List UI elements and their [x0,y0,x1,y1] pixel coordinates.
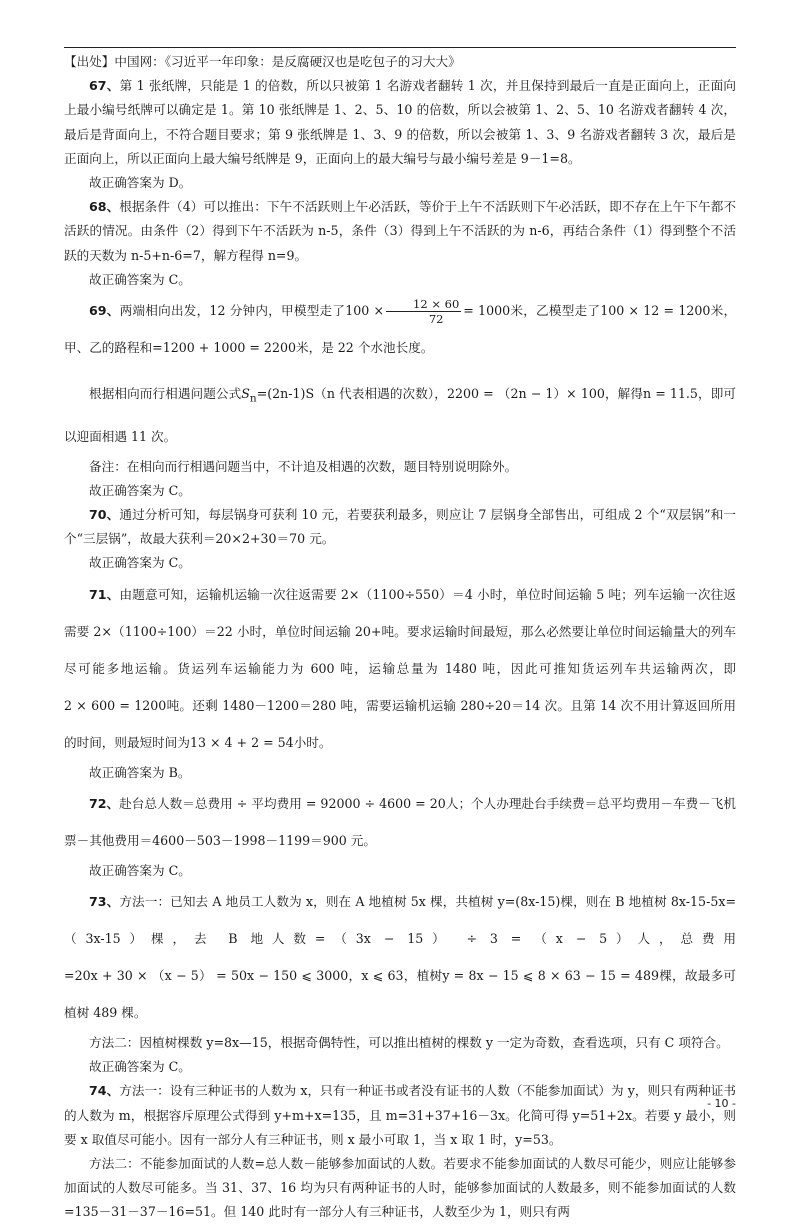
answer-67: 故正确答案为 D。 [89,175,192,191]
question-number: 74、 [89,1083,120,1099]
page-number: - 10 - [707,1097,736,1110]
question-71: 71、由题意可知，运输机运输一次往返需要 2×（1100÷550）＝4 小时，单位时间运输 5 吨；列车运输一次往返需要 2×（1100÷100）＝22 小时，单位时间运输 20+吨。要求运输时间最短，那么必然要让单位时间运输量大的列车尽可能多地运输。货运列车运输能力为 600 吨，运输总量为 1480 吨，因此可推知货运列车共运输两次，即2 × 600 = 1200吨。还剩 1480－1200＝280 吨，需要运输机运输 280÷20＝14 次。且第 14 次不用计算返回所用的时间，则最短时间为13 × 4 + 2 = 54小时。 [64,586,736,750]
question-72: 72、赴台总人数＝总费用 ÷ 平均费用 = 92000 ÷ 4600 = 20人；个人办理赴台手续费＝总平均费用－车费－飞机票－其他费用＝4600－503－1998－1199＝900 元。 [64,795,737,848]
question-number: 71、 [89,586,120,602]
formula-total-distance: 1200 + 1000 = 2200 [162,340,296,356]
question-68 [64,195,736,268]
question-69: 69、两端相向出发，12 分钟内，甲模型走了100 × $\frac{12 \times 60}{72}$ = 1000米，乙模型走了100 × 12 = 1200米，甲、乙的路程和=1200 + 1000 = 2200米，是 22 个水池长度。 [64,297,737,356]
formula-yi-distance: 100 × 12 = 1200 [600,303,711,319]
formula-min-time: 13 × 4 + 2 = 54 [189,734,294,750]
question-number: 70、 [89,506,120,522]
formula-train-load: 2 × 600 = 1200 [64,697,167,713]
question-number: 68、 [89,199,120,215]
formula-b-headcount: （3x − 15） ÷ 3 = （x − 5） [325,930,638,946]
question-text: 第 1 张纸牌，只能是 1 的倍数，所以只被第 1 名游戏者翻转 1 次，并且保持到最后一直是正面向上，正面向上最小编号纸牌可以确定是 1。第 10 张纸牌是 1、2、5、10 的倍数，所以会被第 1、2、5、10 名游戏者翻转 4 次，最后是背面向上，不符合题目要求；第 9 张纸牌是 1、3、9 的倍数，所以会被第 1、3、9 名游戏者翻转 3 次，最后是正面向上，所以正面向上最大编号纸牌是 9，正面向上的最大编号与最小编号差是 9－1=8。 [64,78,737,166]
source-line: 【出处】中国网：《习近平一年印象：是反腐硬汉也是吃包子的习大大》 [64,54,461,69]
note-69: 备注：在相向而行相遇问题当中，不计追及相遇的次数，题目特别说明除外。 [89,458,518,474]
question-text: 通过分析可知，每层锅身可获利 10 元，若要获利最多，则应让 7 层锅身全部售出，可组成 2 个“双层锅”和一个“三层锅”，故最大获利＝20×2+30＝70 元。 [64,506,736,547]
question-number: 73、 [89,893,120,909]
formula-total-cost: 20x + 30 × （x − 5） = 50x − 150 ⩽ 3000 [74,967,349,983]
answer-68: 故正确答案为 C。 [89,271,191,287]
question-74 [64,1079,736,1152]
formula-n-value: n = 11.5 [643,386,698,402]
formula-sn: $S_n$ [241,386,257,405]
answer-69: 故正确答案为 C。 [89,482,191,498]
formula-jia-distance: 100 × $\frac{12 \times 60}{72}$ = 1000 [345,297,511,327]
answer-70: 故正确答案为 C。 [89,555,191,571]
fraction: $\frac{12 \times 60}{72}$ [386,297,461,326]
question-69-formula: 根据相向而行相遇问题公式$S_n=(2n-1)S(n$ 代表相遇的次数），2200 = （2n − 1）× 100，解得n = 11.5，即可以迎面相遇 11 次。 [64,386,737,444]
answer-71: 故正确答案为 B。 [89,764,191,780]
question-73: 73、方法一：已知去 A 地员工人数为 x，则在 A 地植树 5x 棵，共植树 y=(8x-15)棵，则在 B 地植树 8x-15-5x=（3x-15）棵，去 B 地人数=（3x − 15） ÷ 3 = （x − 5）人，总费用=20x + 30 × （x − 5） = 50x − 150 ⩽ 3000，x ⩽ 63，植树y = 8x − 15 ⩽ 8 × 63 − 15 = 489棵，故最多可植树 489 棵。 [64,893,737,1020]
question-text: 方法一：设有三种证书的人数为 x，只有一种证书或者没有证书的人数（不能参加面试）为 y，则只有两种证书的人数为 m，根据容斥原理公式得到 y+m+x=135，且 m=31+37+16－3x。化简可得 y=51+2x。若要 y 最小，则要 x 取值尽可能小。因有一部分人有三种证书，则 x 最小可取 1，当 x 取 1 时，y=53。 [64,1083,736,1147]
header-rule [64,47,736,48]
formula-x-bound: x ⩽ 63 [361,967,404,983]
answer-72: 故正确答案为 C。 [89,862,191,878]
formula-headcount: 总费用 ÷ 平均费用 = 92000 ÷ 4600 = 20 [194,795,446,811]
question-number: 69、 [89,303,120,319]
formula-tree-count: y = 8x − 15 ⩽ 8 × 63 − 15 = 489 [442,967,659,983]
formula-meeting: 2200 = （2n − 1）× 100 [447,386,605,402]
question-number: 72、 [89,795,120,811]
document-body [64,50,736,1225]
question-67 [64,74,736,171]
method2-73: 方法二：因植树棵数 y=8x—15，根据奇偶特性，可以推出植树的棵数 y 一定为奇数，查看选项，只有 C 项符合。 [89,1034,729,1050]
question-number: 67、 [89,78,120,94]
method2-74: 方法二：不能参加面试的人数=总人数－能够参加面试的人数。若要求不能参加面试的人数尽可能少，则应让能够参加面试的人数尽可能多。当 31、37、16 均为只有两种证书的人时，能够参加面试的人数最多，则不能参加面试的人数=135－31－37－16=51。但 140 此时有一部分人有三种证书，人数至少为 1，则只有两 [64,1155,736,1220]
question-text: 根据条件（4）可以推出：下午不活跃则上午必活跃，等价于上午不活跃则下午必活跃，即不存在上午下午都不活跃的情况。由条件（2）得到下午不活跃为 n-5，条件（3）得到上午不活跃的为 n-6，再结合条件（1）得到整个不活跃的天数为 n-5+n-6=7，解方程得 n=9。 [64,199,736,263]
answer-73: 故正确答案为 C。 [89,1059,191,1075]
question-70 [64,503,736,551]
